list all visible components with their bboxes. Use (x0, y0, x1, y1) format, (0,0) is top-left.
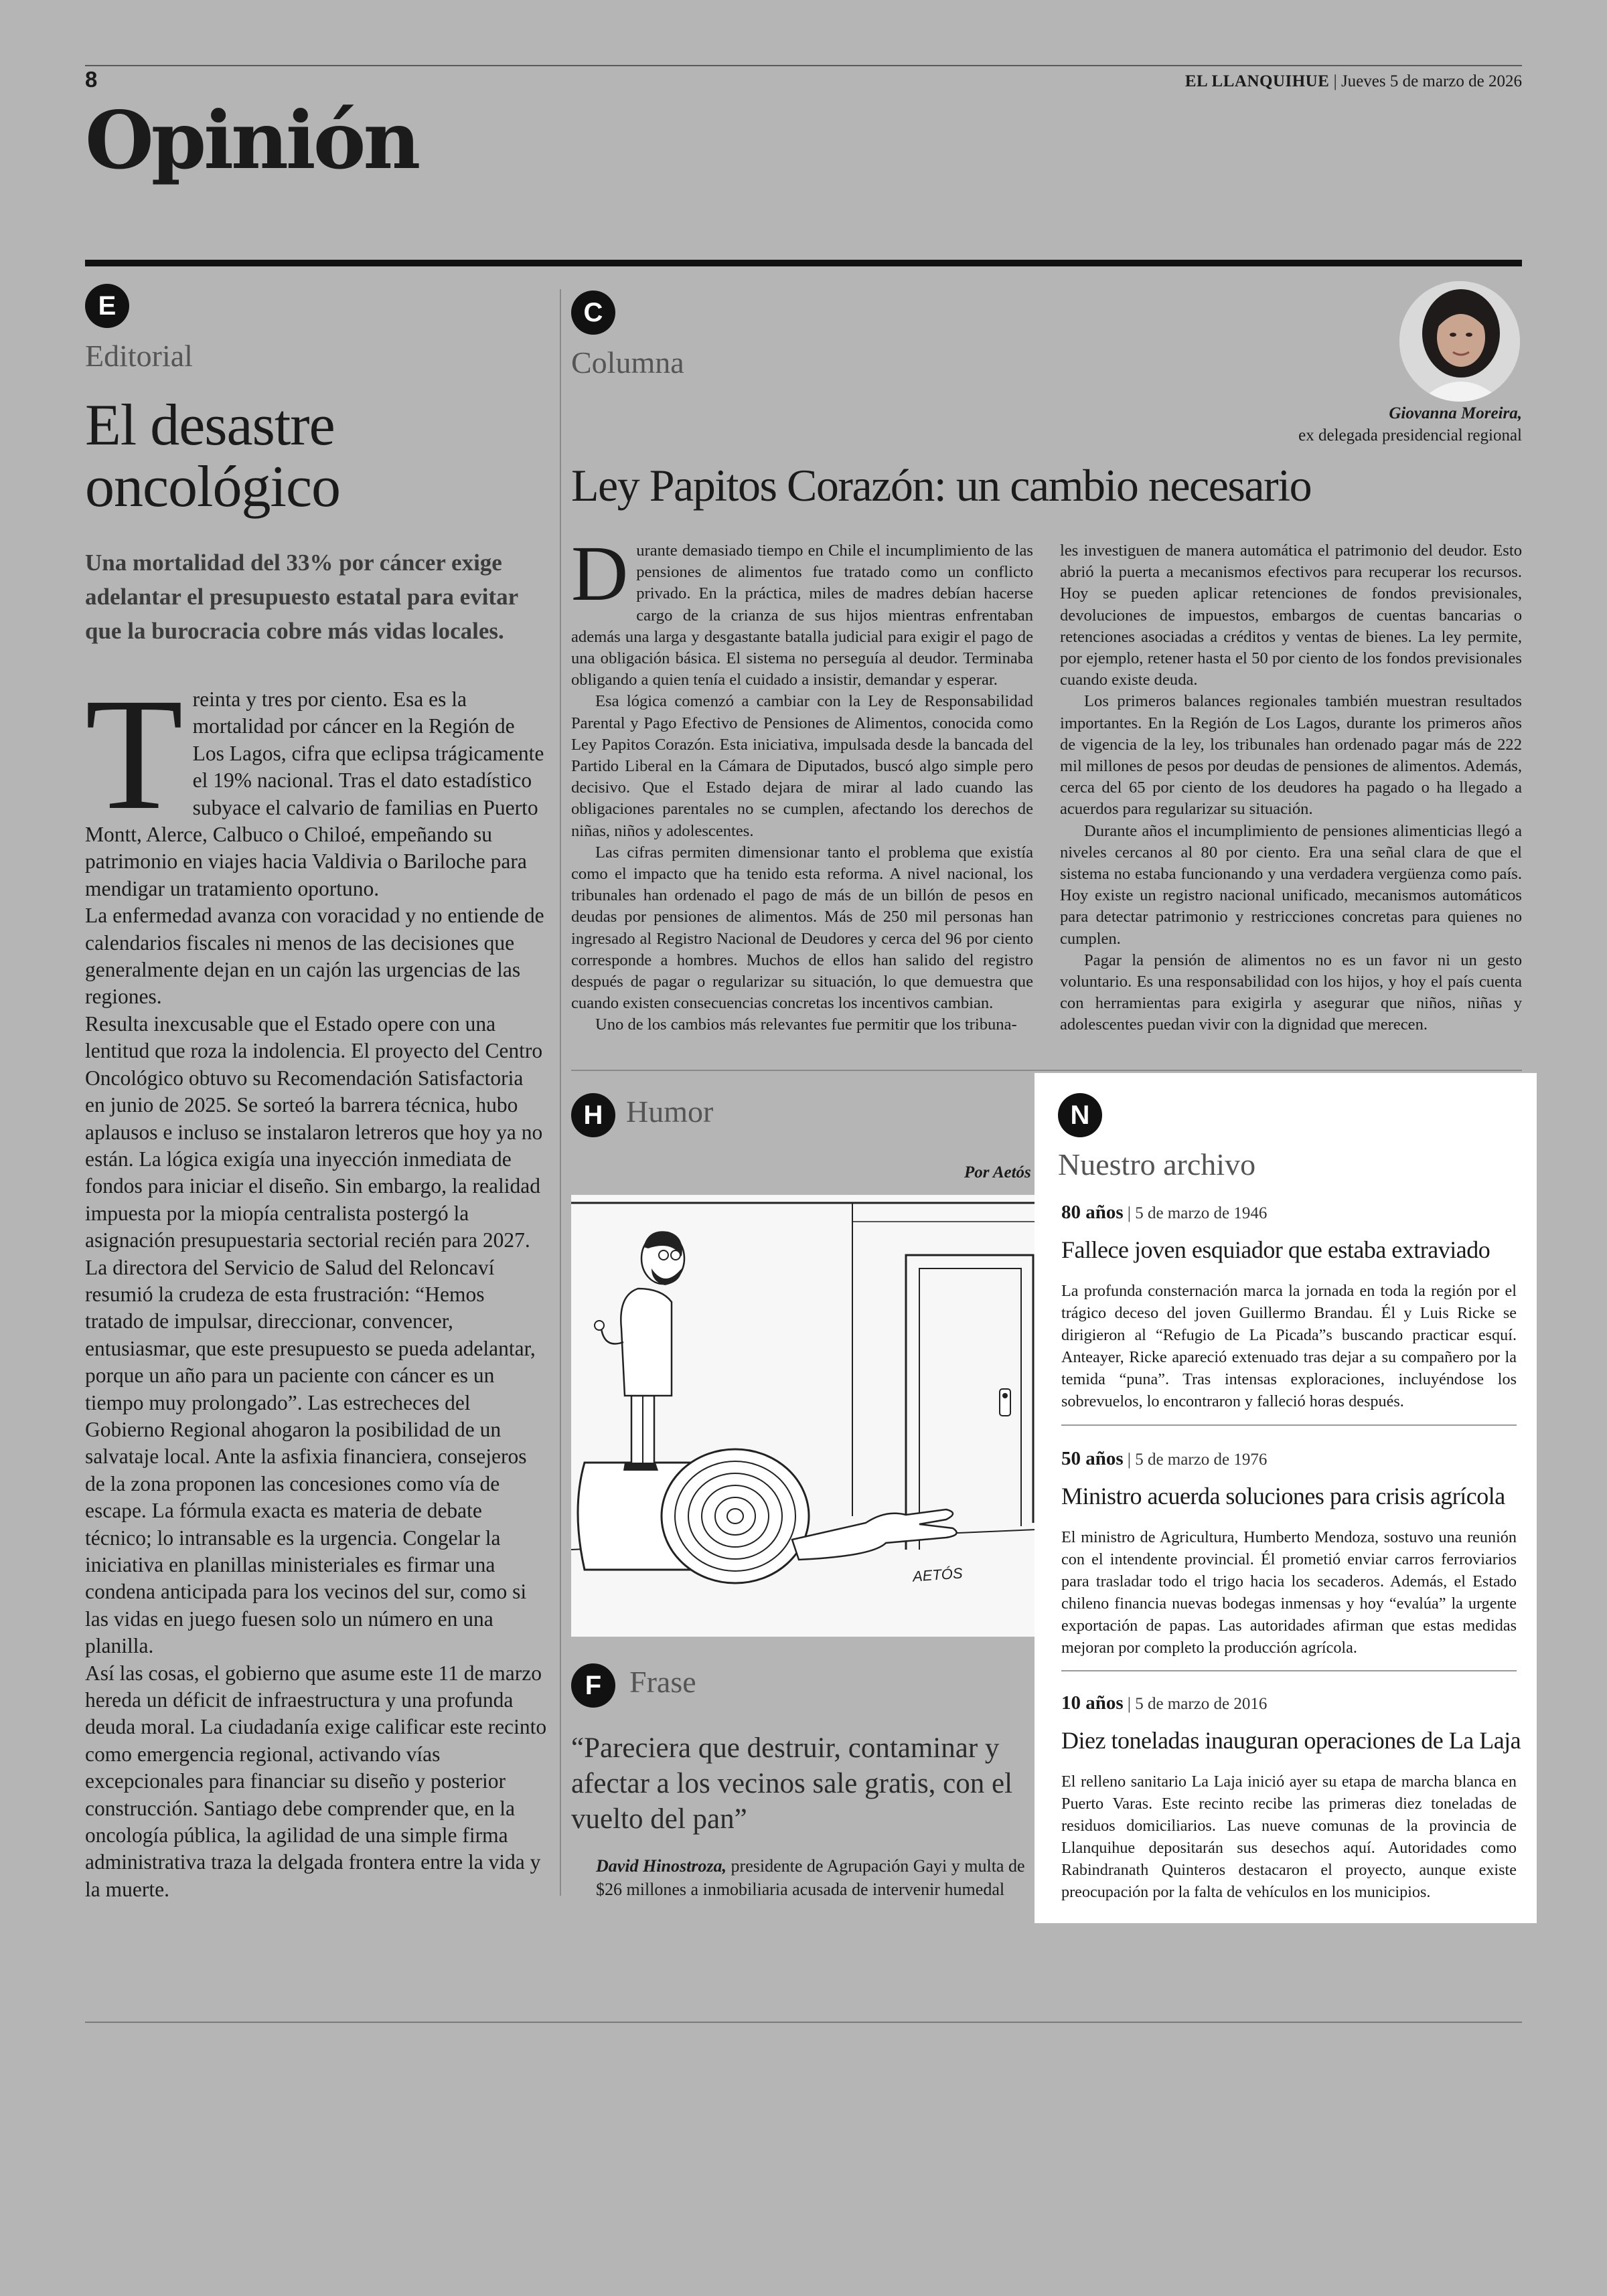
cartoon-illustration (571, 1195, 1037, 1637)
editorial-paragraph-text: reinta y tres por ciento. Esa es la mortalidad por cáncer en la Región de Los Lagos, cifra que eclipsa trágicamente el 19% nacional. Tras el dato estadístico subyace el calvario de familias en Puerto Montt, Alerce, Calbuco o Chiloé, empeñando su patrimonio en viajes hacia Valdivia o Bariloche para mendigar un tratamiento oportuno. (85, 687, 544, 900)
column-headline: Ley Papitos Corazón: un cambio necesario (571, 460, 1312, 511)
frase-quote: “Pareciera que destruir, contaminar y afectar a los vecinos sale gratis, con el vuelto del pan” (571, 1732, 1013, 1835)
newspaper-name: EL LLANQUIHUE (1184, 72, 1330, 90)
archive-item: 80 años | 5 de marzo de 1946 Fallece joven esquiador que estaba extraviado La profunda consternación marca la jornada en toda la región por el trágico deceso del joven Guillermo Brandau. Él y Luis Ricke se dirigieron al “Refugio de La Picada”s buscando practicar esquí. Anteayer, Ricke apareció extenuado tras dejar a su compañero por la temida “puna”. Tras intensas exploraciones, incluyéndose los sobrevuelos, lo encontraron y falleció horas después. (1061, 1202, 1517, 1412)
editorial-paragraph (85, 665, 547, 902)
archive-item: 50 años | 5 de marzo de 1976 Ministro acuerda soluciones para crisis agrícola El ministro de Agricultura, Humberto Mendoza, sostuvo una reunión con el intendente provincial. Él prometió enviar carros ferroviarios para trasladar todo el trigo hacia los secaderos. Además, el Estado chileno financia nuevas bodegas inmensas y hoy “evalúa” la urgente exportación de papas. Las autoridades afirman que estas medidas mejoran por completo la producción agrícola. (1061, 1448, 1517, 1659)
author-photo-icon (1399, 281, 1520, 402)
archive-item-date: 5 de marzo de 1976 (1135, 1451, 1268, 1469)
column-paragraph: Uno de los cambios más relevantes fue permitir que los tribuna- (595, 1015, 1017, 1034)
archive-item-years: 80 años (1061, 1202, 1124, 1223)
archive-badge: N (1058, 1093, 1102, 1137)
footer-rule (85, 2022, 1522, 2023)
archive-box (1035, 1073, 1537, 1923)
cartoon-signature: AETÓS (912, 1564, 964, 1585)
archive-item-date: 5 de marzo de 2016 (1135, 1695, 1268, 1713)
humor-byline: Por Aetós (964, 1163, 1031, 1181)
section-title: Opinión (85, 94, 418, 187)
archive-item-text: El ministro de Agricultura, Humberto Mendoza, sostuvo una reunión con el intendente provincial. Él prometió enviar carros ferroviarios para trasladar todo el trigo hacia los secaderos. Además, el Estado chileno financia nuevas bodegas inmensas y hoy “evalúa” la urgente exportación de papas. Las autoridades afirman que estas medidas mejoran por completo la producción agrícola. (1061, 1528, 1517, 1657)
humor-badge: H (571, 1093, 615, 1137)
archive-separator (1061, 1424, 1517, 1426)
archive-item-title: Fallece joven esquiador que estaba extraviado (1061, 1236, 1490, 1263)
column-paragraph: Esa lógica comenzó a cambiar con la Ley de Responsabilidad Parental y Pago Efectivo de Pensiones de Alimentos, conocida como Ley Papitos Corazón. Esta iniciativa, impulsada desde la bancada del Partido Liberal en la Cámara de Diputados, buscó algo simple pero decisivo. Que el Estado dejara de mirar al lado cuando las obligaciones parentales no se cumplen, afectando los derechos de niñas, niños y adolescentes. (571, 692, 1033, 840)
column-paragraph: les investiguen de manera automática el patrimonio del deudor. Esto abrió la puerta a mecanismos efectivos para recuperar los recursos. Hoy se pueden aplicar retenciones de fondos previsionales, devoluciones de impuestos, embargos de cuentas bancarias o retenciones asociadas a créditos y ventas de bienes. La ley permite, por ejemplo, retener hasta el 50 por ciento de los fondos previsionales cuando existe deuda. (1060, 542, 1522, 689)
header-top-rule (85, 65, 1522, 66)
section-heavy-rule (85, 260, 1522, 266)
humor-kicker: Humor (626, 1094, 714, 1129)
column-paragraph: Durante años el incumplimiento de pensiones alimenticias llegó a niveles cercanos al 80 por ciento. Era una señal clara de que el sistema no estaba funcionando y una verdadera vergüenza como país. Hoy existe un registro nacional unificado, mecanismos automáticos para detectar patrimonio y restricciones concretas para quienes no cumplen. (1060, 821, 1522, 948)
page-number: 8 (85, 67, 98, 92)
author-name: Giovanna Moreira, (1389, 404, 1522, 422)
archive-kicker: Nuestro archivo (1058, 1147, 1256, 1181)
editorial-paragraph: La directora del Servicio de Salud del Reloncaví resumió la crudeza de esta frustración: “Hemos tratado de impulsar, direccionar, convencer, entusiasmar, que este presupuesto se pueda adelantar, porque un año para un paciente con cáncer es un tiempo muy prolongado”. Las estrecheces del Gobierno Regional ahogaron la posibilidad de un salvataje local. Ante la asfixia financiera, consejeros de la zona proponen las concesiones como vía de escape. La fórmula exacta es materia de debate técnico; lo intransable es la urgencia. Congelar la iniciativa en planillas ministeriales es firmar una condena anticipada para los vecinos del sur, como si las vidas en juego fuesen solo un número en una planilla. (85, 1255, 536, 1658)
column-divider-left (560, 289, 561, 1896)
column-end-rule (571, 1070, 1522, 1071)
archive-item-text: El relleno sanitario La Laja inició ayer su etapa de marcha blanca en Puerto Varas. Este recinto recibe las primeras diez toneladas de residuos domiciliarios. Las nueve comunas de la provincia de Llanquihue depositarán sus desechos aquí. Autoridades como Rabindranath Quinteros destacaron el proyecto, aunque existe preocupación por la falta de vehículos en los municipios. (1061, 1773, 1517, 1901)
editorial-headline-line-1: El desastre (85, 393, 335, 458)
editorial-badge: E (85, 284, 129, 328)
issue-date: Jueves 5 de marzo de 2026 (1341, 72, 1522, 90)
editorial-paragraph: La enfermedad avanza con voracidad y no entiende de calendarios fiscales ni menos de las decisiones que generalmente dejan en un cajón las urgencias de las regiones. (85, 904, 544, 1009)
editorial-kicker: Editorial (85, 339, 193, 373)
archive-item-text: La profunda consternación marca la jornada en toda la región por el trágico deceso del joven Guillermo Brandau. Él y Luis Ricke se dirigieron al “Refugio de La Picada”s buscando practicar esquí. Anteayer, Ricke apareció extenuado tras dejar a su compañero por la temida “puna”. Tras intensas exploraciones, incluyéndose los sobrevuelos, lo encontraron y falleció horas después. (1061, 1282, 1517, 1410)
editorial-body (85, 665, 547, 1903)
frase-attribution-name: David Hinostroza, (596, 1856, 727, 1876)
archive-item-years: 10 años (1061, 1692, 1124, 1714)
editorial-paragraph: Resulta inexcusable que el Estado opere con una lentitud que roza la indolencia. El proyecto del Centro Oncológico obtuvo su Recomendación Satisfactoria en junio de 2025. Se sorteó la barrera técnica, hubo aplausos e incluso se instalaron letreros que hoy ya no están. La lógica exigía una inyección inmediata de fondos para iniciar el diseño. Sin embargo, la realidad impuesta por la miopía centralista postergó la asignación presupuestaria sectorial recién para 2027. (85, 1011, 543, 1252)
column-kicker: Columna (571, 345, 684, 380)
column-paragraph-text: urante demasiado tiempo en Chile el incumplimiento de las pensiones de alimentos fue tratado como un conflicto privado. En la práctica, miles de madres debían hacerse cargo de la crianza de sus hijos mientras enfrentaban además una larga y desgastante batalla judicial para exigir el pago de una obligación básica. El sistema no perseguía al deudor. Terminaba obligando a quien tenía el cuidado a insistir, demandar y esperar. (571, 542, 1033, 689)
editorial-lead: Una mortalidad del 33% por cáncer exige adelantar el presupuesto estatal para evitar que la burocracia cobre más vidas locales. (85, 550, 518, 644)
frase-badge: F (571, 1663, 615, 1708)
frase-attribution-text: presidente de Agrupación Gayi y multa de $26 millones a inmobiliaria acusada de intervenir humedal (596, 1856, 1025, 1899)
frase-attribution (596, 1854, 1045, 1901)
archive-item-years: 50 años (1061, 1448, 1124, 1469)
archive-item-title: Diez toneladas inauguran operaciones de La Laja (1061, 1727, 1521, 1754)
humor-cartoon (571, 1195, 1037, 1637)
archive-item-date: 5 de marzo de 1946 (1135, 1204, 1268, 1222)
column-paragraph: Las cifras permiten dimensionar tanto el problema que existía como el impacto que ha tenido esta reforma. A nivel nacional, los tribunales han ordenado el pago de más de un billón de pesos en deudas por pensiones de alimentos. Más de 250 mil personas han ingresado al Registro Nacional de Deudores y cerca del 96 por ciento corresponde a hombres. Muchos de ellos han salido del registro después de pagar o regularizar su situación, lo que demuestra que cuando existen consecuencias concretas los incentivos cambian. (571, 843, 1033, 1013)
editorial-dropcap: T (85, 665, 183, 843)
column-text-left (571, 529, 1033, 1036)
column-paragraph: Pagar la pensión de alimentos no es un favor ni un gesto voluntario. Es una responsabilidad con los hijos, y hoy el país cuenta con herramientas para exigirla y asegurar que niños, niñas y adolescentes puedan vivir con la dignidad que merecen. (1060, 951, 1522, 1034)
author-role: ex delegada presidencial regional (1298, 426, 1522, 444)
column-paragraph: Los primeros balances regionales también muestran resultados importantes. En la Región de Los Lagos, durante los primeros años de vigencia de la ley, los tribunales han ordenado pagar más de 222 mil millones de pesos por deudas de pensiones de alimentos. Además, cerca del 65 por ciento de los deudores ha pagado o ha llegado a acuerdos para regularizar su situación. (1060, 692, 1522, 819)
column-badge: C (571, 291, 615, 335)
archive-separator (1061, 1670, 1517, 1671)
masthead: EL LLANQUIHUE | Jueves 5 de marzo de 2026 (1184, 72, 1522, 90)
column-text-right (1060, 540, 1522, 1036)
editorial-headline (85, 395, 514, 518)
column-paragraph (571, 529, 1033, 691)
frase-kicker: Frase (629, 1665, 696, 1699)
column-dropcap: D (571, 529, 629, 617)
archive-item-title: Ministro acuerda soluciones para crisis agrícola (1061, 1483, 1505, 1509)
editorial-paragraph: Así las cosas, el gobierno que asume este 11 de marzo hereda un déficit de infraestructura y una profunda deuda moral. La ciudadanía exige calificar este recinto como emergencia regional, activando vías excepcionales para financiar su diseño y posterior construcción. Santiago debe comprender que, en la oncología pública, la agilidad de una simple firma administrativa traza la delgada frontera entre la vida y la muerte. (85, 1661, 547, 1901)
author-avatar (1399, 281, 1520, 402)
editorial-headline-line-2: oncológico (85, 455, 341, 519)
archive-item: 10 años | 5 de marzo de 2016 Diez toneladas inauguran operaciones de La Laja El relleno sanitario La Laja inició ayer su etapa de marcha blanca en Puerto Varas. Este recinto recibe las primeras diez toneladas de residuos domiciliarios. Las nueve comunas de la provincia de Llanquihue depositarán sus desechos aquí. Autoridades como Rabindranath Quinteros destacaron el proyecto, aunque existe preocupación por la falta de vehículos en los municipios. (1061, 1692, 1517, 1903)
